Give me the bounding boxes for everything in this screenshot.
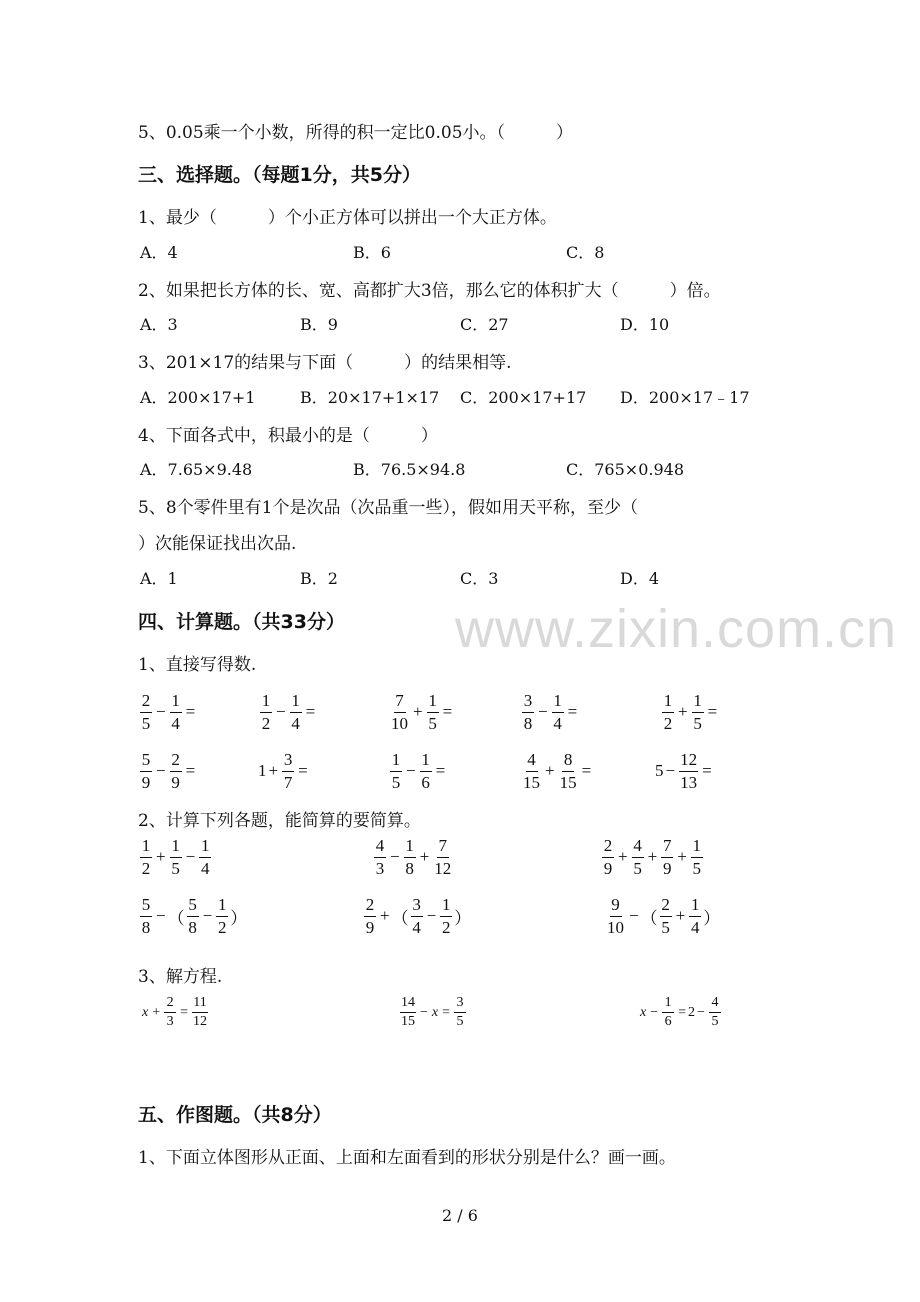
option-d: D．200×17﹣17 (620, 388, 750, 407)
option-b: B．2 (300, 569, 338, 588)
fraction: $\frac{1}{2}$ (217, 895, 227, 937)
option-a: A．200×17+1 (140, 388, 256, 407)
expression: $\frac{1}{2}$ + $\frac{1}{5}$ − $\frac{1}{4}$ (141, 836, 210, 878)
fraction: $\frac{1}{4}$ (171, 691, 180, 733)
option-b: B．76.5×94.8 (353, 460, 466, 479)
option-b: B．6 (353, 243, 391, 262)
fraction: $\frac{2}{3}$ (164, 995, 176, 1030)
fraction: $\frac{1}{6}$ (662, 995, 674, 1030)
option-c: C．3 (460, 569, 499, 588)
fraction: $\frac{1}{5}$ (391, 750, 401, 792)
calc-question-3-title: 3、解方程. (138, 967, 223, 987)
expression: $\frac{4}{3}$ − $\frac{1}{8}$ + $\frac{7}{12}$ (375, 836, 452, 878)
choice-question-2: 2、如果把长方体的长、宽、高都扩大3倍，那么它的体积扩大（ ）倍。 (138, 281, 721, 301)
fraction: $\frac{5}{9}$ (141, 750, 151, 792)
fraction: $\frac{4}{3}$ (375, 836, 385, 878)
equation: $\frac{14}{15}$ − x = $\frac{3}{5}$ (398, 995, 468, 1030)
expression: $\frac{1}{2}$ + $\frac{1}{5}$ = (663, 691, 718, 733)
fraction: $\frac{14}{15}$ (401, 995, 415, 1030)
watermark: www.zixin.com.cn (455, 599, 898, 659)
fraction: $\frac{1}{5}$ (171, 836, 180, 878)
fraction: $\frac{8}{15}$ (559, 750, 577, 792)
fraction: $\frac{1}{2}$ (141, 836, 151, 878)
fraction: $\frac{5}{8}$ (188, 895, 197, 937)
expression: $\frac{4}{15}$ + $\frac{8}{15}$ = (523, 750, 592, 792)
section-3-heading: 三、选择题。（每题1分，共5分） (138, 164, 421, 186)
fraction: $\frac{1}{5}$ (428, 691, 437, 733)
fraction: $\frac{1}{2}$ (663, 691, 673, 733)
option-c: C．765×0.948 (566, 460, 684, 479)
fraction: $\frac{1}{5}$ (693, 691, 702, 733)
expression: $\frac{5}{9}$ − $\frac{2}{9}$ = (141, 750, 196, 792)
expression: 1 + $\frac{3}{7}$ = (258, 750, 308, 792)
expression: $\frac{2}{9}$ + $\frac{4}{5}$ + $\frac{7}{9}$ + $\frac{1}{5}$ (603, 836, 702, 878)
fraction: $\frac{1}{4}$ (553, 691, 562, 733)
fraction: $\frac{3}{5}$ (454, 995, 466, 1030)
option-a: A．1 (140, 569, 178, 588)
fraction: $\frac{4}{5}$ (709, 995, 721, 1030)
fraction: $\frac{7}{10}$ (391, 691, 408, 733)
expression: $\frac{1}{2}$ − $\frac{1}{4}$ = (261, 691, 316, 733)
fraction: $\frac{2}{9}$ (171, 750, 180, 792)
true-false-question-5: 5、0.05乘一个小数，所得的积一定比0.05小。（ ） (138, 123, 574, 143)
equation: x − $\frac{1}{6}$ = 2 − $\frac{4}{5}$ (638, 995, 723, 1030)
fraction: $\frac{4}{15}$ (523, 750, 540, 792)
fraction: $\frac{3}{8}$ (523, 691, 533, 733)
expression: $\frac{5}{8}$ − （ $\frac{5}{8}$ − $\frac{1}{2}$ ） (141, 895, 248, 937)
section-4-heading: 四、计算题。（共33分） (138, 611, 345, 633)
fraction: $\frac{3}{7}$ (283, 750, 293, 792)
fraction: $\frac{5}{8}$ (141, 895, 151, 937)
choice-question-4: 4、下面各式中，积最小的是（ ） (138, 426, 438, 446)
section-5-heading: 五、作图题。（共8分） (138, 1104, 332, 1126)
expression: $\frac{9}{10}$ − （ $\frac{2}{5}$ + $\frac{1}{4}$ ） (607, 895, 721, 937)
fraction: $\frac{1}{5}$ (692, 836, 702, 878)
fraction: $\frac{2}{5}$ (661, 895, 670, 937)
option-c: C．200×17+17 (460, 388, 587, 407)
expression: $\frac{7}{10}$ + $\frac{1}{5}$ = (391, 691, 453, 733)
calc-question-2-title: 2、计算下列各题，能简算的要简算。 (138, 811, 421, 831)
fraction: $\frac{1}{2}$ (441, 895, 451, 937)
page-number: 2 / 6 (442, 1206, 478, 1225)
fraction: $\frac{12}{13}$ (680, 750, 698, 792)
fraction: $\frac{11}{12}$ (193, 995, 208, 1030)
drawing-question-1: 1、下面立体图形从正面、上面和左面看到的形状分别是什么？画一画。 (138, 1148, 676, 1168)
expression: $\frac{2}{9}$ + （ $\frac{3}{4}$ − $\frac{1}{2}$ ） (365, 895, 472, 937)
option-d: D．10 (620, 315, 670, 334)
fraction: $\frac{1}{4}$ (291, 691, 300, 733)
calc-question-1-title: 1、直接写得数. (138, 655, 257, 675)
option-c: C．27 (460, 315, 509, 334)
option-a: A．3 (140, 315, 178, 334)
option-a: A．4 (140, 243, 178, 262)
fraction: $\frac{3}{4}$ (412, 895, 421, 937)
fraction: $\frac{1}{4}$ (690, 895, 700, 937)
fraction: $\frac{1}{4}$ (200, 836, 210, 878)
choice-question-5-line-1: 5、8个零件里有1个是次品（次品重一些），假如用天平称，至少（ (138, 498, 638, 518)
expression: $\frac{1}{5}$ − $\frac{1}{6}$ = (391, 750, 446, 792)
option-b: B．20×17+1×17 (300, 388, 440, 407)
equation: x + $\frac{2}{3}$ = $\frac{11}{12}$ (142, 995, 208, 1030)
expression: 5 − $\frac{12}{13}$ = (655, 750, 712, 792)
choice-question-3: 3、201×17的结果与下面（ ）的结果相等. (138, 353, 512, 373)
fraction: $\frac{7}{12}$ (434, 836, 452, 878)
fraction: $\frac{1}{6}$ (421, 750, 430, 792)
option-c: C．8 (566, 243, 605, 262)
option-a: A．7.65×9.48 (140, 460, 253, 479)
choice-question-5-line-2: ）次能保证找出次品. (138, 534, 297, 554)
expression: $\frac{3}{8}$ − $\frac{1}{4}$ = (523, 691, 578, 733)
option-b: B．9 (300, 315, 338, 334)
fraction: $\frac{1}{2}$ (261, 691, 271, 733)
choice-question-1: 1、最少（ ）个小正方体可以拼出一个大正方体。 (138, 208, 557, 228)
fraction: $\frac{2}{9}$ (365, 895, 375, 937)
fraction: $\frac{9}{10}$ (607, 895, 624, 937)
option-d: D．4 (620, 569, 660, 588)
fraction: $\frac{1}{8}$ (405, 836, 414, 878)
fraction: $\frac{4}{5}$ (633, 836, 642, 878)
fraction: $\frac{2}{9}$ (603, 836, 613, 878)
expression: $\frac{2}{5}$ − $\frac{1}{4}$ = (141, 691, 196, 733)
fraction: $\frac{7}{9}$ (662, 836, 672, 878)
fraction: $\frac{2}{5}$ (141, 691, 151, 733)
